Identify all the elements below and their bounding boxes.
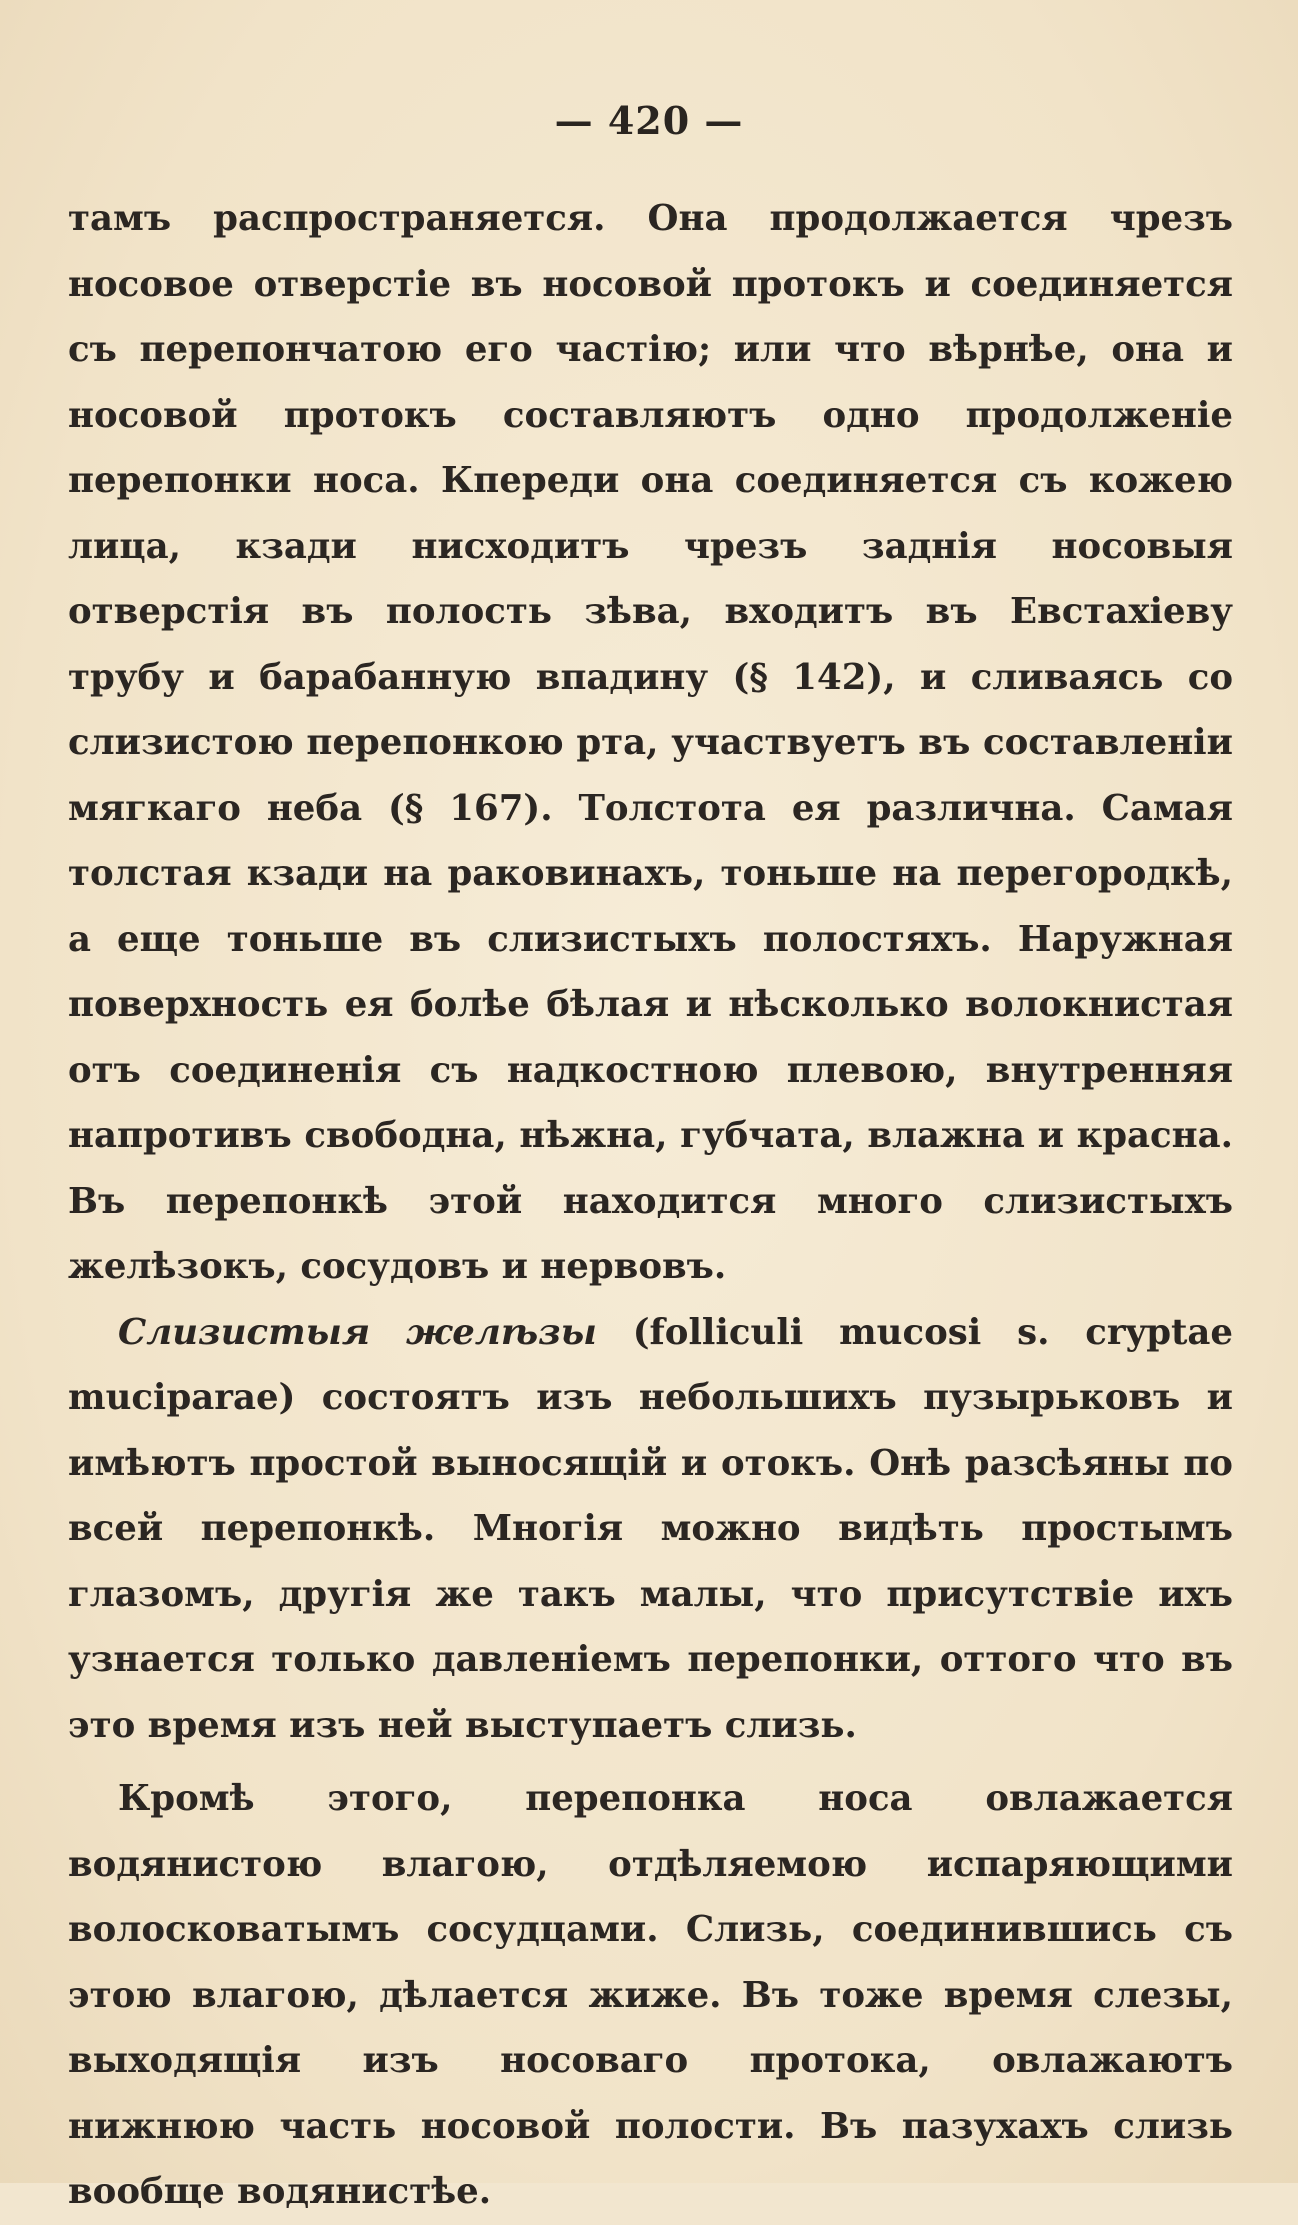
paragraph-1: тамъ распространяется. Она продолжается чрезъ носовое отверстіе въ носовой протокъ и соединяется съ перепончатою его частію; или что вѣрнѣе, она и носовой протокъ составляютъ одно продолженіе перепонки носа. Кпереди она соединяется съ кожею лица, кзади нисходитъ чрезъ заднія носовыя отверстія въ полость зѣва, входитъ въ Евстахіеву трубу и барабанную впадину (§ 142), и сливаясь со слизистою перепонкою рта, участвуетъ въ составленіи мягкаго неба (§ 167). Толстота ея различна. Самая толстая кзади на раковинахъ, тоньше на перегородкѣ, а еще тоньше въ слизистыхъ полостяхъ. Наружная поверхность ея болѣе бѣлая и нѣсколько волокнистая отъ соединенія съ надкостною плевою, внутренняя напротивъ свободна, нѣжна, губчата, влажна и красна. Въ перепонкѣ этой находится много слизистыхъ желѣзокъ, сосудовъ и нервовъ. [68, 198, 1233, 1287]
paragraph-2-text: (folliculi mucosi s. cryptae muciparae) состоятъ изъ небольшихъ пузырьковъ и имѣютъ простой выносящій и отокъ. Онѣ разсѣяны по всей перепонкѣ. Многія можно видѣть простымъ глазомъ, другія же такъ малы, что присутствіе ихъ узнается только давленіемъ перепонки, оттого что въ это время изъ ней выступаетъ слизь. [68, 1311, 1234, 1746]
term-mucous-glands: Слизистыя желѣзы [118, 1311, 597, 1353]
paragraph-2 [68, 1300, 1233, 1759]
body-text [68, 186, 1233, 2225]
page-number: — 420 — [554, 98, 744, 143]
paragraph-3: Кромѣ этого, перепонка носа овлажается водянистою влагою, отдѣляемою испаряющими волосковатымъ сосудцами. Слизь, соединившись съ этою влагою, дѣлается жиже. Въ тоже время слезы, выходящія изъ носоваго протока, овлажаютъ нижнюю часть носовой полости. Въ пазухахъ слизь вообще водянистѣе. [68, 1778, 1233, 2212]
